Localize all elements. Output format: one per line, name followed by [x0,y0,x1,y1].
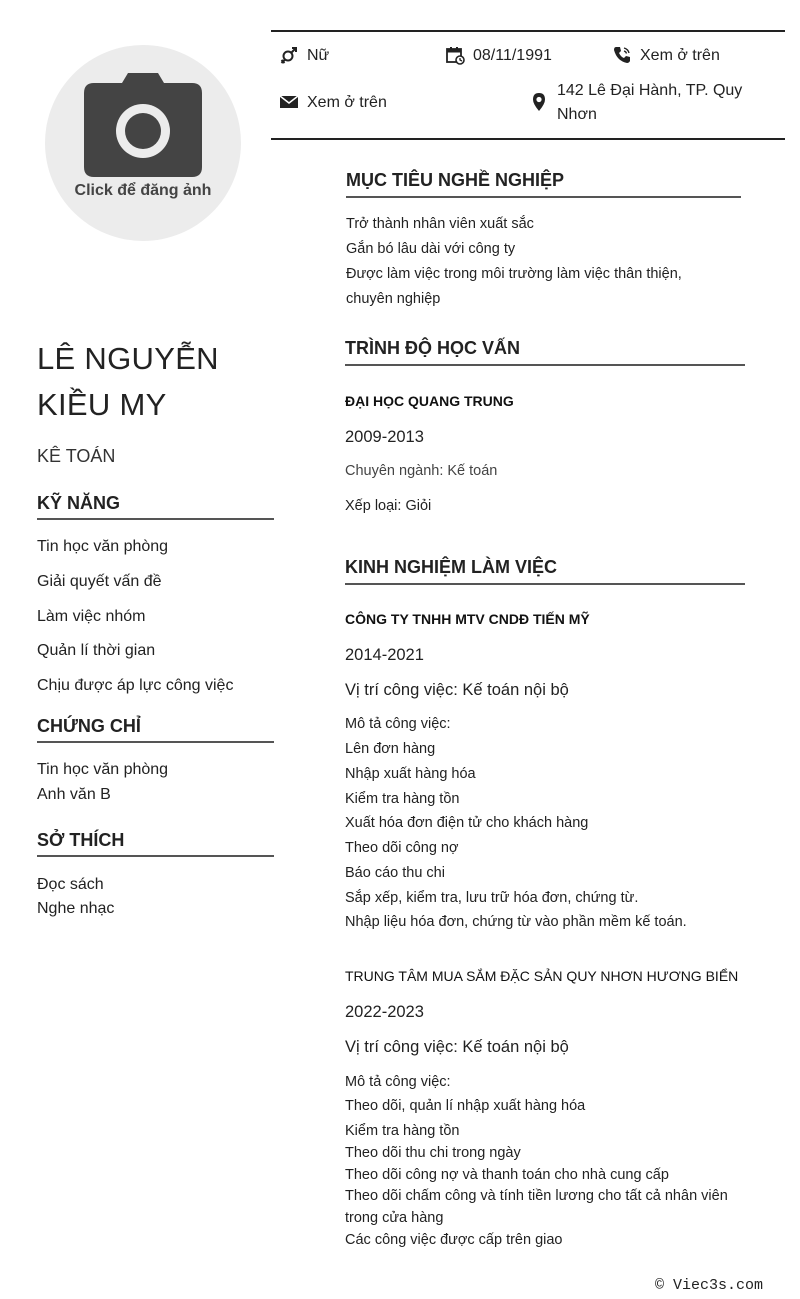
skill-item: Tin học văn phòng [37,538,169,555]
certificate-item: Tin học văn phòng [37,761,169,778]
certificates-heading: CHỨNG CHỈ [37,716,274,743]
duty-item: trong cửa hàng [345,1210,444,1226]
hobby-item: Nghe nhạc [37,900,115,917]
duty-item: Theo dõi thu chi trong ngày [345,1145,521,1161]
job-desc-label: Mô tả công việc: [345,1074,451,1090]
job-desc-label: Mô tả công việc: [345,716,451,732]
address-value: 142 Lê Đại Hành, TP. Quy Nhơn [557,82,743,123]
duty-item: Nhập xuất hàng hóa [345,766,476,782]
education-grade: Xếp loại: Giỏi [345,498,432,514]
site-watermark: © Viec3s.com [654,1277,763,1294]
job-title: KÊ TOÁN [37,446,116,466]
duty-item: Theo dõi chấm công và tính tiền lương cho tất cả nhân viên [345,1188,728,1204]
contact-address [529,79,769,127]
objective-line: Được làm việc trong môi trường làm việc thân thiện, [346,266,682,282]
contact-gender [279,44,329,68]
duty-item: Theo dõi công nợ [345,840,459,856]
phone-icon [612,45,632,65]
duty-item: Xuất hóa đơn điện tử cho khách hàng [345,815,589,831]
duty-item: Lên đơn hàng [345,741,436,757]
calendar-icon [445,45,465,65]
duty-item: Kiểm tra hàng tồn [345,791,460,807]
contact-birthday [445,44,552,68]
objective-heading: MỤC TIÊU NGHỀ NGHIỆP [346,170,741,198]
certificate-item: Anh văn B [37,786,111,803]
birthday-value: 08/11/1991 [473,47,552,64]
skills-heading: KỸ NĂNG [37,493,274,520]
duty-item: Theo dõi công nợ và thanh toán cho nhà cung cấp [345,1167,669,1183]
gender-icon [279,45,299,65]
contact-bar [271,30,785,140]
duty-item: Các công việc được cấp trên giao [345,1232,563,1248]
mail-icon [279,92,299,112]
camera-icon [84,73,202,177]
education-major: Chuyên ngành: Kế toán [345,463,498,479]
avatar-upload[interactable] [45,45,241,241]
school-name: ĐẠI HỌC QUANG TRUNG [345,393,514,409]
email-value: Xem ở trên [307,94,387,111]
objective-line: Trở thành nhân viên xuất sắc [346,216,534,232]
education-period: 2009-2013 [345,428,424,446]
full-name [37,336,287,428]
contact-email [279,91,387,115]
name-line-1: LÊ NGUYỄN [37,341,219,376]
objective-line: Gắn bó lâu dài với công ty [346,241,516,257]
job-period: 2022-2023 [345,1003,424,1021]
skill-item: Làm việc nhóm [37,608,146,625]
experience-heading: KINH NGHIỆM LÀM VIỆC [345,557,745,585]
job-period: 2014-2021 [345,646,424,664]
objective-line: chuyên nghiệp [346,291,441,307]
duty-item: Kiểm tra hàng tồn [345,1123,460,1139]
location-pin-icon [529,92,549,112]
hobbies-heading: SỞ THÍCH [37,830,274,857]
skill-item: Quản lí thời gian [37,642,156,659]
upload-label: Click để đăng ảnh [74,182,212,199]
contact-phone [612,44,720,68]
duty-item: Báo cáo thu chi [345,865,445,881]
skill-item: Giải quyết vấn đề [37,573,162,590]
phone-value: Xem ở trên [640,47,720,64]
job-position: Vị trí công việc: Kế toán nội bộ [345,1038,569,1056]
duty-item: Theo dõi, quản lí nhập xuất hàng hóa [345,1098,586,1114]
duty-item: Sắp xếp, kiểm tra, lưu trữ hóa đơn, chứng từ. [345,890,639,906]
gender-value: Nữ [307,47,330,64]
job-position: Vị trí công việc: Kế toán nội bộ [345,681,569,699]
duty-item: Nhập liệu hóa đơn, chứng từ vào phần mềm kế toán. [345,914,687,930]
company-name: TRUNG TÂM MUA SẮM ĐẶC SẢN QUY NHƠN HƯƠNG BIỂN [345,968,739,984]
hobby-item: Đọc sách [37,876,104,893]
skill-item: Chịu được áp lực công việc [37,677,234,694]
education-heading: TRÌNH ĐỘ HỌC VẤN [345,338,745,366]
name-line-2: KIỀU MY [37,387,167,422]
company-name: CÔNG TY TNHH MTV CNDĐ TIẾN MỸ [345,611,590,627]
